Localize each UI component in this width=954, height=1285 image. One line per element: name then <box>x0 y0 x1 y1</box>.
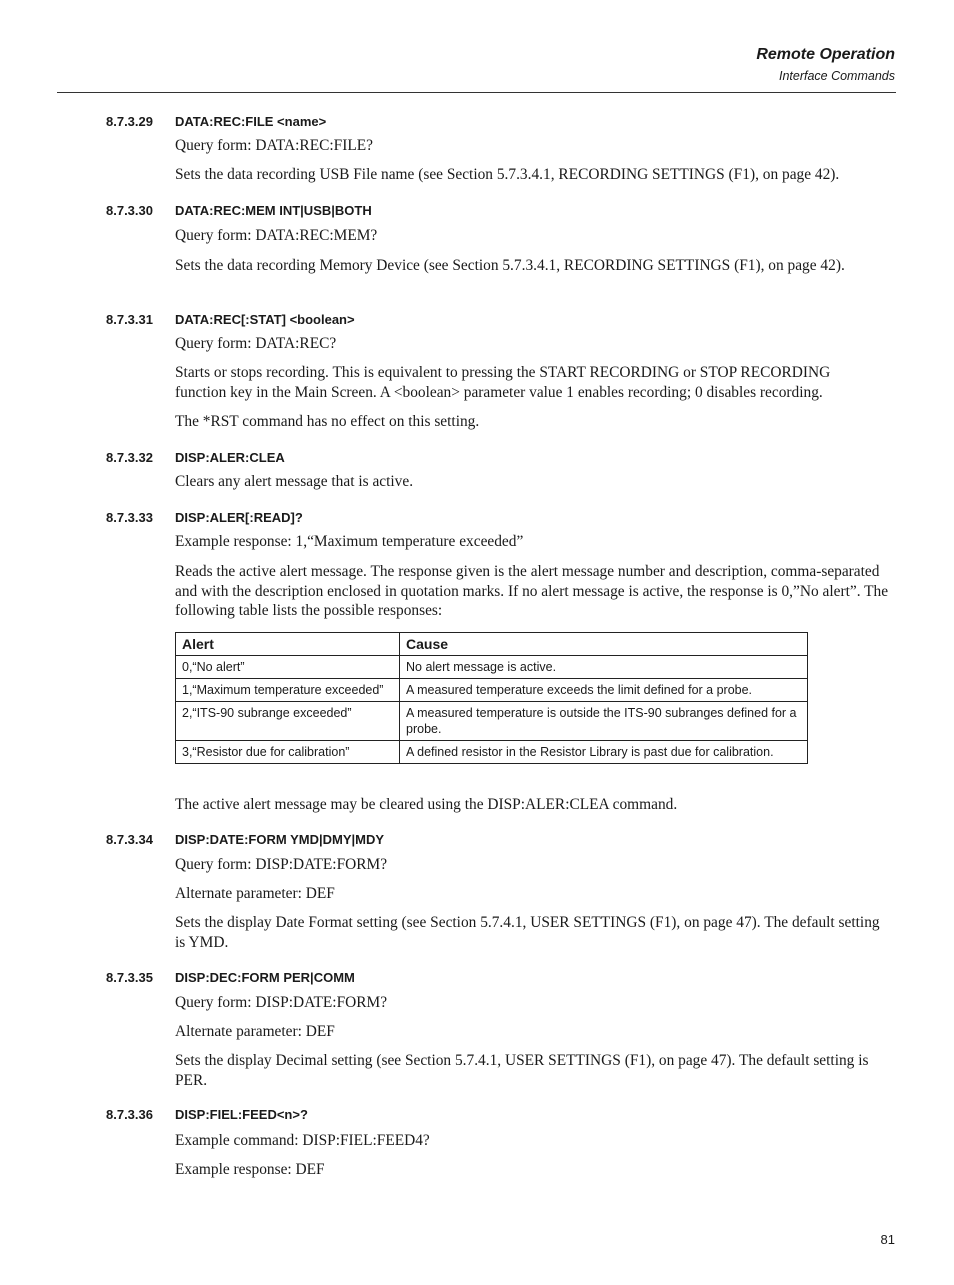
alternate-parameter-text: Alternate parameter: DEF <box>175 1023 335 1040</box>
section-title: DATA:REC:MEM INT|USB|BOTH <box>175 203 372 218</box>
query-form-text: Query form: DATA:REC:MEM? <box>175 227 378 244</box>
alert-cell: 3,“Resistor due for calibration” <box>176 741 400 764</box>
section-number: 8.7.3.31 <box>106 312 153 327</box>
section-heading <box>106 450 285 465</box>
section-number: 8.7.3.30 <box>106 203 153 218</box>
header-rule <box>57 92 896 93</box>
page-number: 81 <box>880 1232 895 1247</box>
example-command-text: Example command: DISP:FIEL:FEED4? <box>175 1132 430 1149</box>
section-heading <box>106 510 303 525</box>
header-subtitle: Interface Commands <box>778 69 895 83</box>
description-text: Sets the display Decimal setting (see Section 5.7.4.1, USER SETTINGS (F1), on page 47). The default setting is PER. <box>175 1052 869 1089</box>
section-number: 8.7.3.32 <box>106 450 153 465</box>
section-title: DISP:DATE:FORM YMD|DMY|MDY <box>175 832 385 847</box>
query-form-text: Query form: DATA:REC:FILE? <box>175 137 373 154</box>
section-number: 8.7.3.33 <box>106 510 153 525</box>
cause-cell: A measured temperature exceeds the limit defined for a probe. <box>400 679 808 702</box>
table-row <box>176 656 808 679</box>
query-form-text: Query form: DISP:DATE:FORM? <box>175 856 388 873</box>
section-heading <box>106 1107 308 1122</box>
section-heading <box>106 832 384 847</box>
description-text: Reads the active alert message. The response given is the alert message number and description, comma-separated and with the description enclosed in quotation marks. If no alert message is active, the response is 0,”No alert”. The following table lists the possible responses: <box>175 563 889 619</box>
section-title: DISP:ALER[:READ]? <box>175 510 303 525</box>
section-heading <box>106 970 355 985</box>
cause-cell: No alert message is active. <box>400 656 808 679</box>
description-text: Sets the display Date Format setting (see Section 5.7.4.1, USER SETTINGS (F1), on page 47). The default setting is YMD. <box>175 914 880 951</box>
example-response-text: Example response: 1,“Maximum temperature exceeded” <box>175 533 524 550</box>
section-title: DATA:REC:FILE <name> <box>175 114 327 129</box>
section-title: DATA:REC[:STAT] <boolean> <box>175 312 355 327</box>
section-number: 8.7.3.35 <box>106 970 153 985</box>
note-text: The *RST command has no effect on this setting. <box>175 413 480 430</box>
section-heading <box>106 114 326 129</box>
description-text: Sets the data recording Memory Device (see Section 5.7.3.4.1, RECORDING SETTINGS (F1), on page 42). <box>175 257 845 274</box>
alert-cell: 2,“ITS-90 subrange exceeded” <box>176 702 400 741</box>
example-response-text: Example response: DEF <box>175 1161 325 1178</box>
alert-cell: 1,“Maximum temperature exceeded” <box>176 679 400 702</box>
cause-cell: A defined resistor in the Resistor Library is past due for calibration. <box>400 741 808 764</box>
table-row <box>176 679 808 702</box>
description-text: Sets the data recording USB File name (see Section 5.7.3.4.1, RECORDING SETTINGS (F1), on page 42). <box>175 166 840 183</box>
section-number: 8.7.3.36 <box>106 1107 153 1122</box>
section-heading <box>106 203 372 218</box>
section-title: DISP:FIEL:FEED<n>? <box>175 1107 308 1122</box>
column-header-cause: Cause <box>400 633 808 656</box>
description-text: Clears any alert message that is active. <box>175 473 414 490</box>
header-title: Remote Operation <box>756 46 895 63</box>
alert-table <box>175 632 808 764</box>
cause-cell: A measured temperature is outside the ITS-90 subranges defined for a probe. <box>400 702 808 741</box>
section-heading <box>106 312 355 327</box>
alternate-parameter-text: Alternate parameter: DEF <box>175 885 335 902</box>
table-row <box>176 702 808 741</box>
query-form-text: Query form: DISP:DATE:FORM? <box>175 994 388 1011</box>
table-row <box>176 741 808 764</box>
description-text: Starts or stops recording. This is equivalent to pressing the START RECORDING or STOP RECORDING function key in the Main Screen. A <boolean> parameter value 1 enables recording; 0 disables recording. <box>175 364 831 401</box>
alert-cell: 0,“No alert” <box>176 656 400 679</box>
section-number: 8.7.3.34 <box>106 832 153 847</box>
column-header-alert: Alert <box>176 633 400 656</box>
section-number: 8.7.3.29 <box>106 114 153 129</box>
query-form-text: Query form: DATA:REC? <box>175 335 337 352</box>
section-title: DISP:DEC:FORM PER|COMM <box>175 970 355 985</box>
table-header-row <box>176 633 808 656</box>
note-text: The active alert message may be cleared using the DISP:ALER:CLEA command. <box>175 796 678 813</box>
section-title: DISP:ALER:CLEA <box>175 450 285 465</box>
